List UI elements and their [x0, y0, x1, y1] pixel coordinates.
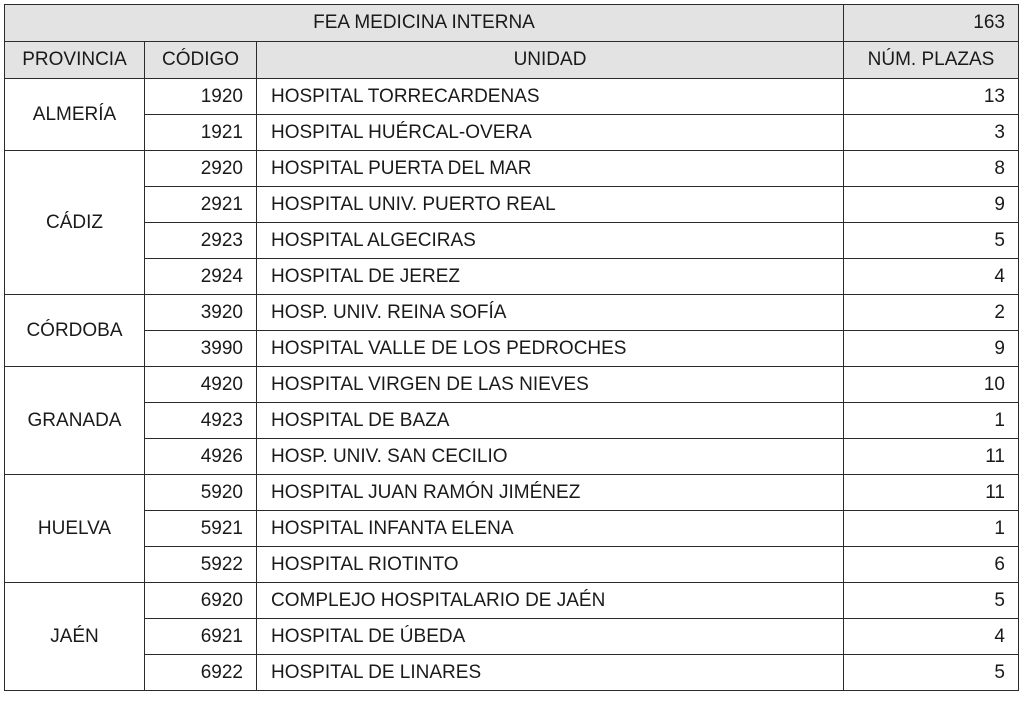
- codigo-cell: 6922: [145, 655, 257, 691]
- unidad-cell: HOSPITAL DE BAZA: [257, 403, 844, 439]
- table-row: [5, 259, 1019, 295]
- plazas-cell: 4: [844, 259, 1019, 295]
- table-row: [5, 187, 1019, 223]
- column-header-codigo: CÓDIGO: [145, 42, 257, 79]
- plazas-cell: 3: [844, 115, 1019, 151]
- province-cell: GRANADA: [5, 367, 145, 475]
- unidad-cell: HOSP. UNIV. SAN CECILIO: [257, 439, 844, 475]
- unidad-cell: HOSPITAL RIOTINTO: [257, 547, 844, 583]
- plazas-table-container: [4, 4, 1018, 691]
- plazas-table: [4, 4, 1019, 691]
- codigo-cell: 1921: [145, 115, 257, 151]
- codigo-cell: 4920: [145, 367, 257, 403]
- table-row: [5, 439, 1019, 475]
- codigo-cell: 1920: [145, 79, 257, 115]
- table-body: [5, 79, 1019, 691]
- plazas-cell: 5: [844, 223, 1019, 259]
- table-row: [5, 619, 1019, 655]
- plazas-cell: 11: [844, 475, 1019, 511]
- unidad-cell: HOSPITAL TORRECARDENAS: [257, 79, 844, 115]
- unidad-cell: HOSPITAL DE LINARES: [257, 655, 844, 691]
- codigo-cell: 6921: [145, 619, 257, 655]
- codigo-cell: 6920: [145, 583, 257, 619]
- province-cell: CÓRDOBA: [5, 295, 145, 367]
- unidad-cell: HOSP. UNIV. REINA SOFÍA: [257, 295, 844, 331]
- unidad-cell: COMPLEJO HOSPITALARIO DE JAÉN: [257, 583, 844, 619]
- table-row: [5, 403, 1019, 439]
- unidad-cell: HOSPITAL VALLE DE LOS PEDROCHES: [257, 331, 844, 367]
- plazas-cell: 2: [844, 295, 1019, 331]
- codigo-cell: 5920: [145, 475, 257, 511]
- unidad-cell: HOSPITAL DE ÚBEDA: [257, 619, 844, 655]
- table-row: [5, 511, 1019, 547]
- table-row: [5, 583, 1019, 619]
- province-cell: HUELVA: [5, 475, 145, 583]
- unidad-cell: HOSPITAL VIRGEN DE LAS NIEVES: [257, 367, 844, 403]
- table-row: [5, 475, 1019, 511]
- codigo-cell: 3920: [145, 295, 257, 331]
- plazas-cell: 5: [844, 655, 1019, 691]
- unidad-cell: HOSPITAL UNIV. PUERTO REAL: [257, 187, 844, 223]
- codigo-cell: 4926: [145, 439, 257, 475]
- table-row: [5, 295, 1019, 331]
- table-row: [5, 223, 1019, 259]
- plazas-cell: 11: [844, 439, 1019, 475]
- plazas-cell: 1: [844, 511, 1019, 547]
- table-row: [5, 655, 1019, 691]
- plazas-cell: 9: [844, 187, 1019, 223]
- unidad-cell: HOSPITAL HUÉRCAL-OVERA: [257, 115, 844, 151]
- table-row: [5, 79, 1019, 115]
- table-row: [5, 115, 1019, 151]
- column-header-provincia: PROVINCIA: [5, 42, 145, 79]
- province-cell: CÁDIZ: [5, 151, 145, 295]
- unidad-cell: HOSPITAL JUAN RAMÓN JIMÉNEZ: [257, 475, 844, 511]
- column-header-plazas: NÚM. PLAZAS: [844, 42, 1019, 79]
- codigo-cell: 5922: [145, 547, 257, 583]
- codigo-cell: 3990: [145, 331, 257, 367]
- province-cell: JAÉN: [5, 583, 145, 691]
- codigo-cell: 2921: [145, 187, 257, 223]
- specialty-title: FEA MEDICINA INTERNA: [5, 5, 844, 42]
- codigo-cell: 5921: [145, 511, 257, 547]
- codigo-cell: 2924: [145, 259, 257, 295]
- column-header-unidad: UNIDAD: [257, 42, 844, 79]
- unidad-cell: HOSPITAL ALGECIRAS: [257, 223, 844, 259]
- unidad-cell: HOSPITAL DE JEREZ: [257, 259, 844, 295]
- plazas-cell: 13: [844, 79, 1019, 115]
- table-row: [5, 151, 1019, 187]
- plazas-cell: 9: [844, 331, 1019, 367]
- table-row: [5, 547, 1019, 583]
- unidad-cell: HOSPITAL INFANTA ELENA: [257, 511, 844, 547]
- plazas-cell: 5: [844, 583, 1019, 619]
- codigo-cell: 2923: [145, 223, 257, 259]
- table-title-row: [5, 5, 1019, 42]
- plazas-cell: 6: [844, 547, 1019, 583]
- codigo-cell: 4923: [145, 403, 257, 439]
- unidad-cell: HOSPITAL PUERTA DEL MAR: [257, 151, 844, 187]
- codigo-cell: 2920: [145, 151, 257, 187]
- province-cell: ALMERÍA: [5, 79, 145, 151]
- plazas-cell: 1: [844, 403, 1019, 439]
- plazas-cell: 10: [844, 367, 1019, 403]
- table-header-row: [5, 42, 1019, 79]
- plazas-cell: 4: [844, 619, 1019, 655]
- table-row: [5, 331, 1019, 367]
- table-row: [5, 367, 1019, 403]
- total-plazas: 163: [844, 5, 1019, 42]
- plazas-cell: 8: [844, 151, 1019, 187]
